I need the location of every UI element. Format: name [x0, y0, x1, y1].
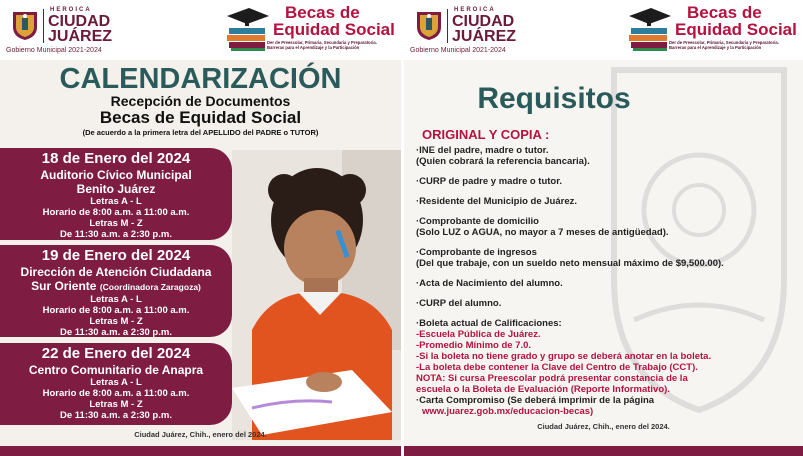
becas-logo	[223, 4, 393, 56]
card-date: 22 de Enero del 2024	[41, 345, 191, 362]
becas-title-line2: Equidad Social	[675, 20, 797, 39]
becas-title-line2: Equidad Social	[273, 20, 395, 39]
req-ine	[416, 145, 796, 167]
card-place-line2	[0, 279, 232, 294]
subtitle-reception: Recepción de Documentos	[110, 93, 291, 109]
req-condition: -La boleta debe contener la Clave del Centro de Trabajo (CCT).	[416, 362, 698, 373]
card-letters-a-l: Letras A - L	[90, 196, 142, 207]
card-place-line1: Centro Comunitario de Anapra	[28, 363, 204, 377]
logo-city-line1: CIUDAD	[452, 13, 515, 30]
req-line: ·Boleta actual de Calificaciones:	[416, 318, 562, 329]
bottom-bar	[0, 446, 401, 456]
schedule-card-2	[0, 245, 232, 337]
logo-government: Gobierno Municipal 2021-2024	[6, 47, 102, 54]
original-copy-heading: ORIGINAL Y COPIA :	[422, 127, 550, 142]
card-place-line1: Auditorio Cívico Municipal	[40, 168, 192, 182]
schedule-card-3	[0, 343, 232, 425]
city-seal-icon	[414, 9, 444, 41]
bottom-bar	[404, 446, 803, 456]
logo-separator	[447, 9, 448, 43]
req-line: ·Residente del Municipio de Juárez.	[416, 196, 578, 207]
requirements-flyer	[404, 0, 803, 456]
req-address-proof	[416, 216, 796, 238]
logo-separator	[43, 9, 44, 43]
req-line: (Solo LUZ o AGUA, no mayor a 7 meses de antigüedad).	[416, 227, 669, 238]
becas-title-line1: Becas de	[285, 3, 360, 22]
req-residence	[416, 196, 796, 207]
becas-logo	[625, 4, 795, 56]
req-line: ·INE del padre, madre o tutor.	[416, 145, 549, 156]
req-curp-student	[416, 298, 796, 309]
req-curp-parents	[416, 176, 796, 187]
card-letters-m-z: Letras M - Z	[89, 218, 143, 229]
req-note: escuela o la Boleta de Evaluación (Reporte Informativo).	[416, 384, 670, 395]
footer-city-date: Ciudad Juárez, Chih., enero del 2024.	[134, 430, 267, 439]
card-morning-hours: Horario de 8:00 a.m. a 11:00 a.m.	[42, 207, 190, 218]
card-afternoon-hours: De 11:30 a.m. a 2:30 p.m.	[60, 229, 172, 240]
card-afternoon-hours: De 11:30 a.m. a 2:30 p.m.	[60, 327, 172, 338]
card-date: 18 de Enero del 2024	[41, 150, 191, 167]
req-line: (Del que trabaje, con un sueldo neto mensual máximo de $9,500.00).	[416, 258, 724, 269]
logo-city-line2: JUÁREZ	[452, 28, 517, 45]
card-letters-m-z: Letras M - Z	[89, 399, 143, 410]
card-afternoon-hours: De 11:30 a.m. a 2:30 p.m.	[60, 410, 172, 421]
req-line: (Quien cobrará la referencia bancaria).	[416, 156, 590, 167]
req-income-proof	[416, 247, 796, 269]
card-morning-hours: Horario de 8:00 a.m. a 11:00 a.m.	[42, 388, 190, 399]
becas-tagline: Der de Preescolar, Primaria, Secundaria y Preparatoria. Barreras para el Aprendizaje y la Participación	[267, 40, 377, 50]
juarez-government-logo	[410, 5, 560, 57]
req-line: ·Comprobante de domicilio	[416, 216, 539, 227]
card-place-main: Sur Oriente	[31, 279, 97, 293]
req-line: ·Comprobante de ingresos	[416, 247, 537, 258]
child-writing-photo	[232, 150, 401, 440]
subtitle-note: (De acuerdo a la primera letra del APELLIDO del PADRE o TUTOR)	[82, 128, 319, 137]
req-note: NOTA: Si cursa Preescolar podrá presentar constancia de la	[416, 373, 688, 384]
req-line: ·CURP de padre y madre o tutor.	[416, 176, 563, 187]
req-condition: -Promedio Mínimo de 7.0.	[416, 340, 532, 351]
logo-government: Gobierno Municipal 2021-2024	[410, 47, 506, 54]
logo-city-line2: JUÁREZ	[48, 28, 113, 45]
card-letters-a-l: Letras A - L	[90, 377, 142, 388]
logo-heroica: HEROICA	[454, 7, 496, 13]
calendar-flyer	[0, 0, 401, 456]
header-band	[404, 0, 803, 60]
req-condition: -Escuela Pública de Juárez.	[416, 329, 541, 340]
header-band	[0, 0, 401, 60]
juarez-government-logo	[6, 5, 156, 57]
card-letters-a-l: Letras A - L	[90, 294, 142, 305]
logo-heroica: HEROICA	[50, 7, 92, 13]
books-graduation-cap-icon	[625, 6, 673, 52]
requirements-title: Requisitos	[477, 82, 631, 115]
req-report-card	[416, 318, 796, 417]
footer-city-date: Ciudad Juárez, Chih., enero del 2024.	[537, 422, 670, 431]
requirements-list	[416, 145, 796, 417]
req-condition: -Si la boleta no tiene grado y grupo se deberá anotar en la boleta.	[416, 351, 712, 362]
page-title: CALENDARIZACIÓN	[59, 63, 342, 95]
logo-city-line1: CIUDAD	[48, 13, 111, 30]
card-place-line2: Benito Juárez	[76, 182, 156, 196]
becas-tagline: Der de Preescolar, Primaria, Secundaria y Preparatoria. Barreras para el Aprendizaje y la Participación	[669, 40, 779, 50]
req-line: ·Acta de Nacimiento del alumno.	[416, 278, 563, 289]
becas-url-link[interactable]: www.juarez.gob.mx/educacion-becas)	[422, 406, 594, 417]
card-morning-hours: Horario de 8:00 a.m. a 11:00 a.m.	[42, 305, 190, 316]
subtitle-becas: Becas de Equidad Social	[99, 108, 302, 127]
becas-title-line1: Becas de	[687, 3, 762, 22]
books-graduation-cap-icon	[223, 6, 271, 52]
card-place-note: (Coordinadora Zaragoza)	[99, 282, 201, 292]
card-place-line1: Dirección de Atención Ciudadana	[20, 265, 212, 279]
req-commitment-letter: ·Carta Compromiso (Se deberá imprimir de la página	[416, 395, 655, 406]
city-seal-icon	[10, 9, 40, 41]
req-birth-certificate	[416, 278, 796, 289]
card-date: 19 de Enero del 2024	[41, 247, 191, 264]
req-line: ·CURP del alumno.	[416, 298, 502, 309]
schedule-card-1	[0, 148, 232, 240]
card-letters-m-z: Letras M - Z	[89, 316, 143, 327]
